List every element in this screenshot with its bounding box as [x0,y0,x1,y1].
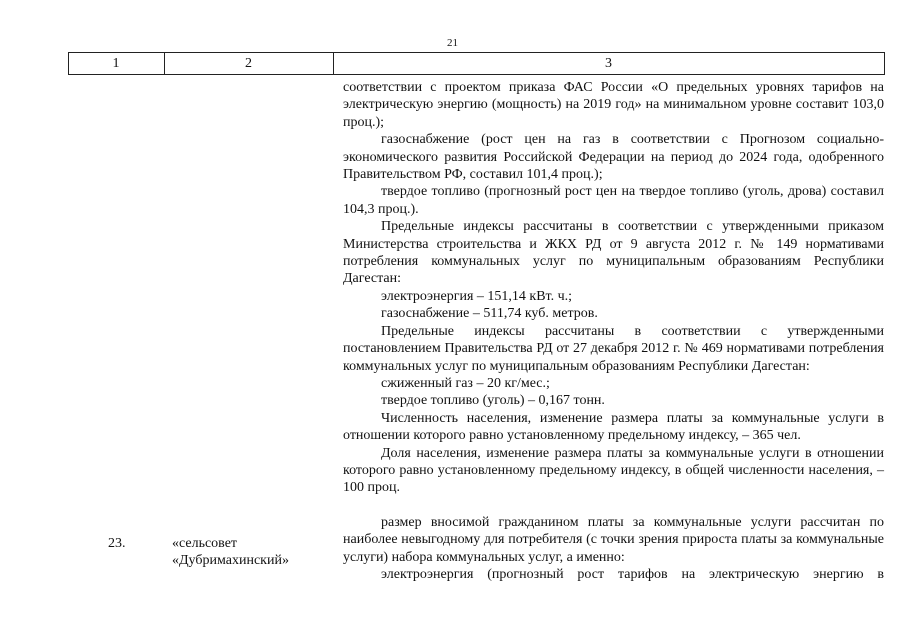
norm-solid-fuel: твердое топливо (уголь) – 0,167 тонн. [381,393,605,409]
paragraph-population-count: Численность населения, изменение размера платы за коммунальные услуги в отношении которого равно установленному предельному индексу, – 365 чел. [343,410,884,444]
paragraph-solid-fuel: твердое топливо (прогнозный рост цен на твердое топливо (уголь, дрова) составил 104,3 проц.). [343,184,884,217]
row-number: 23. [108,536,126,551]
norm-gas: газоснабжение – 511,74 куб. метров. [381,306,598,322]
norm-liquefied-gas: сжиженный газ – 20 кг/мес.; [381,375,550,391]
paragraph-electricity-tariff: соответствии с проектом приказа ФАС России «О предельных уровнях тарифов на электрическую энергию (мощность) на 2019 год» на минимальном уровне составит 103,0 проц.); [343,80,884,130]
paragraph-indices-resolution-469: Предельные индексы рассчитаны в соответствии с утвержденными постановлением Правительства РД от 27 декабря 2012 г. № 469 нормативами потребления коммунальных услуг по муниципальным образованиям Республики Дагестан: [343,323,884,374]
content-column [343,79,884,583]
column-header-2: 2 [245,56,252,71]
column-header-3: 3 [605,56,612,71]
paragraph-indices-order-149: Предельные индексы рассчитаны в соответствии с утвержденными приказом Министерства строительства и ЖКХ РД от 9 августа 2012 г. № 149 нормативами потребления коммунальных услуг по муниципальным образованиям Республики Дагестан: [343,219,884,287]
paragraph-electricity-forecast: электроэнергия (прогнозный рост тарифов на электрическую энергию в [381,566,884,582]
table-header-bottom-border [68,74,885,75]
paragraph-payment-calculation: размер вносимой гражданином платы за коммунальные услуги рассчитан по наиболее невыгодному для потребителя (с точки зрения прироста платы за коммунальные услуги) набора коммунальных услуг, а именно: [343,514,884,565]
paragraph-population-share: Доля населения, изменение размера платы за коммунальные услуги в отношении которого равно установленному предельному индексу, в общей численности населения, – 100 проц. [343,445,884,496]
norm-electricity: электроэнергия – 151,14 кВт. ч.; [381,288,573,304]
table-top-border [68,52,885,53]
table-right-border [884,52,885,75]
page-number: 21 [447,37,458,49]
paragraph-gas-supply: газоснабжение (рост цен на газ в соответствии с Прогнозом социально-экономического развития Российской Федерации на период до 2024 года, одобренного Правительством РФ, составил 101,4 проц.); [343,132,884,183]
municipality-name-line1: «сельсовет [172,536,238,551]
column-header-1: 1 [112,56,120,71]
municipality-name-line2: «Дубримахинский» [172,553,289,568]
